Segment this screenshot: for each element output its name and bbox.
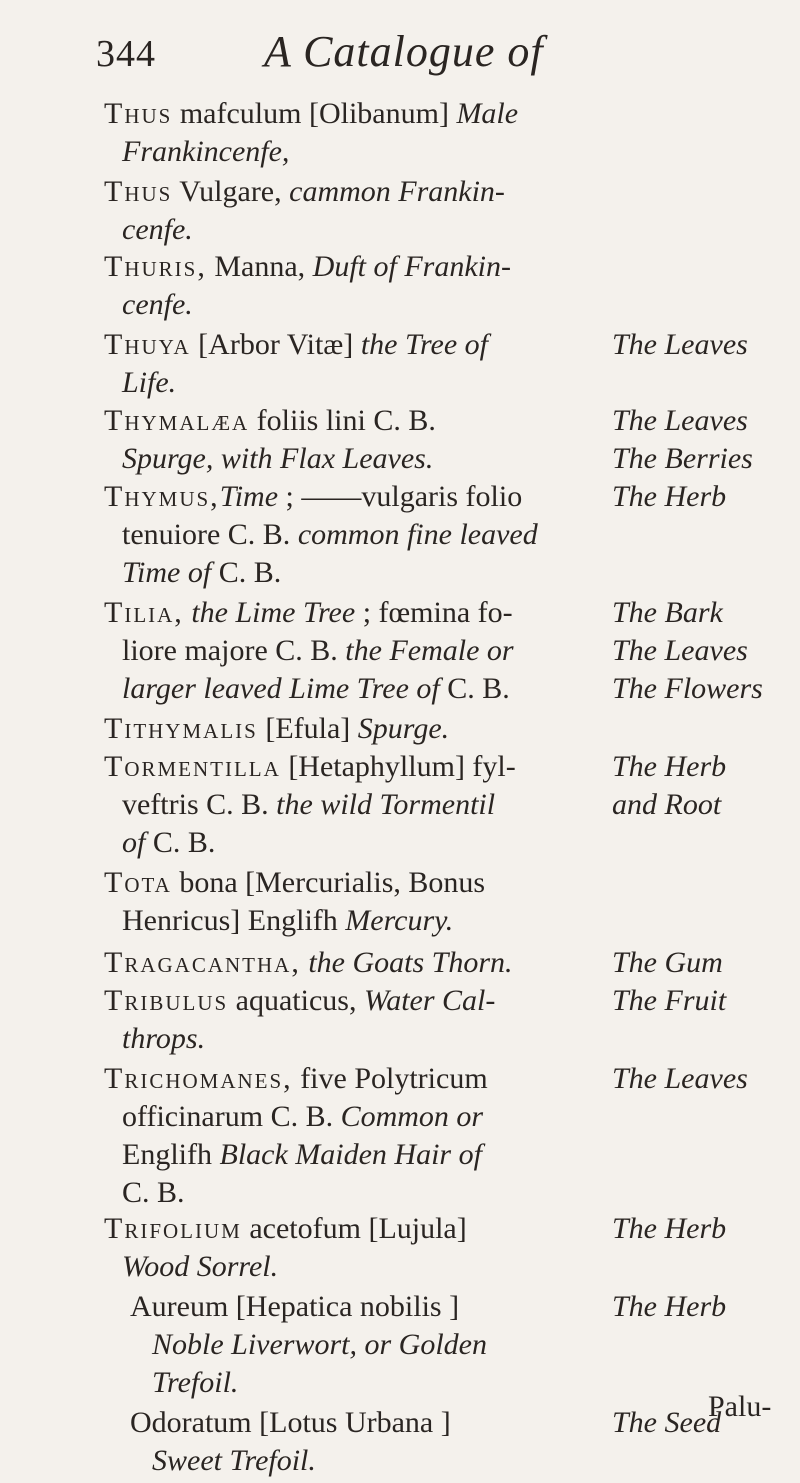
roman-text: Vulgare, [172,175,290,208]
part-used-label: and Root [612,788,722,821]
headword: Thuya [104,328,191,361]
roman-text: C. B. [122,1176,185,1209]
entry-line-continuation [104,364,604,402]
part-used-label: The Leaves [612,1062,748,1095]
italic-text: Sweet Trefoil. [152,1444,316,1477]
roman-text: liore majore C. B. [122,634,346,667]
entry-trifolium [104,1210,604,1286]
headword: Thymalæa [104,404,250,437]
parts-thuya [612,326,792,364]
headword: Thus [104,175,173,208]
roman-text: veftris C. B. [122,788,277,821]
parts-tormentilla [612,748,792,824]
entry-line-first [104,944,604,982]
part-used-label: The Leaves [612,404,748,437]
entry-tithymalis [104,710,604,748]
roman-text: C. B. [439,672,510,705]
italic-text: the Goats Thorn. [300,946,513,979]
headword: Tithymalis [104,712,258,745]
parts-trifolium-aureum [612,1288,792,1326]
entry-thymalaea [104,402,604,478]
parts-thymus [612,478,792,516]
entry-thuris [104,248,604,324]
roman-text: C. B. [211,556,282,589]
italic-text: Spurge. [357,712,450,745]
italic-text: the Lime Tree [183,596,356,629]
entry-line-first [104,1210,604,1248]
entry-tribulus [104,982,604,1058]
roman-text: five Polytricum [292,1062,488,1095]
roman-text: Aureum [Hepatica nobilis ] [130,1290,460,1323]
entry-line-continuation [104,554,604,592]
italic-text: Water Cal- [363,984,496,1017]
running-title: A Catalogue of [264,27,544,76]
roman-text: [Efula] [257,712,358,745]
headword: Tribulus [104,984,229,1017]
roman-text: Englifh [122,1138,220,1171]
part-used-label: The Bark [612,596,723,629]
entry-trifolium-aureum [104,1288,604,1402]
roman-text: bona [Mercurialis, Bonus [171,866,486,899]
entry-line-continuation [104,1098,604,1136]
italic-text: Trefoil. [152,1366,239,1399]
entry-line-continuation [104,824,604,862]
headword: Thymus, [104,480,220,513]
page-number: 344 [96,33,156,75]
roman-text: ; ——vulgaris folio [278,480,523,513]
italic-text: Life. [122,366,177,399]
entry-trifolium-odoratum [104,1404,604,1480]
entry-line-first [104,1288,604,1326]
entry-line-first [104,864,604,902]
italic-text: the wild Tormentil [276,788,496,821]
italic-text: Wood Sorrel. [122,1250,279,1283]
italic-text: Time [219,480,279,513]
part-used-label: The Leaves [612,328,748,361]
headword: Tragacantha, [104,946,301,979]
italic-text: of [122,826,146,859]
entry-line-first [104,748,604,786]
italic-text: Common or [340,1100,484,1133]
headword: Tilia, [104,596,184,629]
entry-tormentilla [104,748,604,862]
part-used-label: The Fruit [612,984,727,1017]
italic-text: Mercury. [345,904,454,937]
entry-line-continuation [104,1326,604,1364]
entry-line-first [104,478,604,516]
parts-thymalaea [612,402,792,478]
entry-line-first [104,982,604,1020]
part-used-label: The Flowers [612,672,763,705]
roman-text: Odoratum [Lotus Urbana ] [130,1406,451,1439]
italic-text: cenfe. [122,213,193,246]
entry-line-continuation [104,440,604,478]
entry-line-continuation [104,632,604,670]
italic-text: Spurge, with Flax Leaves. [122,442,434,475]
entry-line-first [104,326,604,364]
italic-text: Noble Liverwort, or Golden [152,1328,487,1361]
entry-line-continuation [104,1020,604,1058]
headword: Trichomanes, [104,1062,293,1095]
entry-line-first [104,402,604,440]
headword: Thus [104,97,173,130]
entry-line-first [104,95,604,133]
parts-tribulus [612,982,792,1020]
italic-text: common fine leaved [297,518,538,551]
italic-text: Frankincenfe, [122,135,290,168]
italic-text: Duft of Frankin- [312,250,511,283]
part-used-label: The Herb [612,480,727,513]
parts-trifolium [612,1210,792,1248]
entry-line-continuation [104,1174,604,1212]
italic-text: Black Maiden Hair of [219,1138,482,1171]
entry-tota-bona [104,864,604,940]
entry-line-continuation [104,1364,604,1402]
italic-text: the Tree of [360,328,489,361]
headword: Tormentilla [104,750,281,783]
italic-text: cammon Frankin- [289,175,505,208]
entry-line-first [104,594,604,632]
roman-text: ; fœmina fo- [355,596,513,629]
entry-line-first [104,1060,604,1098]
roman-text: tenuiore C. B. [122,518,298,551]
entry-tragacantha [104,944,604,982]
entry-line-continuation [104,286,604,324]
italic-text: Male [456,97,519,130]
italic-text: Time of [122,556,212,589]
parts-tragacantha [612,944,792,982]
part-used-label: The Leaves [612,634,748,667]
roman-text: aquaticus, [228,984,364,1017]
entry-line-first [104,248,604,286]
entry-thymus [104,478,604,592]
part-used-label: The Seed [612,1406,722,1439]
roman-text: [Arbor Vitæ] [190,328,361,361]
page-header [96,18,656,78]
headword: Thuris, [104,250,207,283]
parts-trichomanes [612,1060,792,1098]
entry-line-first [104,1404,604,1442]
entry-thuya [104,326,604,402]
headword: Trifolium [104,1212,242,1245]
catchword: Palu- [708,1390,772,1423]
entry-line-first [104,710,604,748]
parts-tilia [612,594,792,708]
italic-text: throps. [122,1022,206,1055]
roman-text: C. B. [145,826,216,859]
part-used-label: The Herb [612,1212,727,1245]
entry-line-continuation [104,670,604,708]
entry-line-continuation [104,1442,604,1480]
roman-text: officinarum C. B. [122,1100,341,1133]
headword: Tota [104,866,172,899]
roman-text: acetofum [Lujula] [241,1212,467,1245]
italic-text: larger leaved Lime Tree of [122,672,440,705]
entry-line-continuation [104,902,604,940]
entry-line-continuation [104,516,604,554]
entry-line-continuation [104,133,604,171]
roman-text: Henricus] Englifh [122,904,346,937]
italic-text: cenfe. [122,288,193,321]
entry-line-continuation [104,1248,604,1286]
entry-tilia [104,594,604,708]
italic-text: the Female or [345,634,514,667]
entry-thus-vulgare [104,173,604,249]
entry-line-continuation [104,211,604,249]
roman-text: [Hetaphyllum] fyl- [280,750,516,783]
roman-text: mafculum [Olibanum] [172,97,457,130]
part-used-label: The Herb [612,1290,727,1323]
entry-line-first [104,173,604,211]
entry-line-continuation [104,1136,604,1174]
part-used-label: The Berries [612,442,753,475]
roman-text: foliis lini C. B. [249,404,436,437]
roman-text: Manna, [206,250,313,283]
entry-thus-masculum [104,95,604,171]
part-used-label: The Gum [612,946,723,979]
part-used-label: The Herb [612,750,727,783]
entry-trichomanes [104,1060,604,1212]
entry-line-continuation [104,786,604,824]
